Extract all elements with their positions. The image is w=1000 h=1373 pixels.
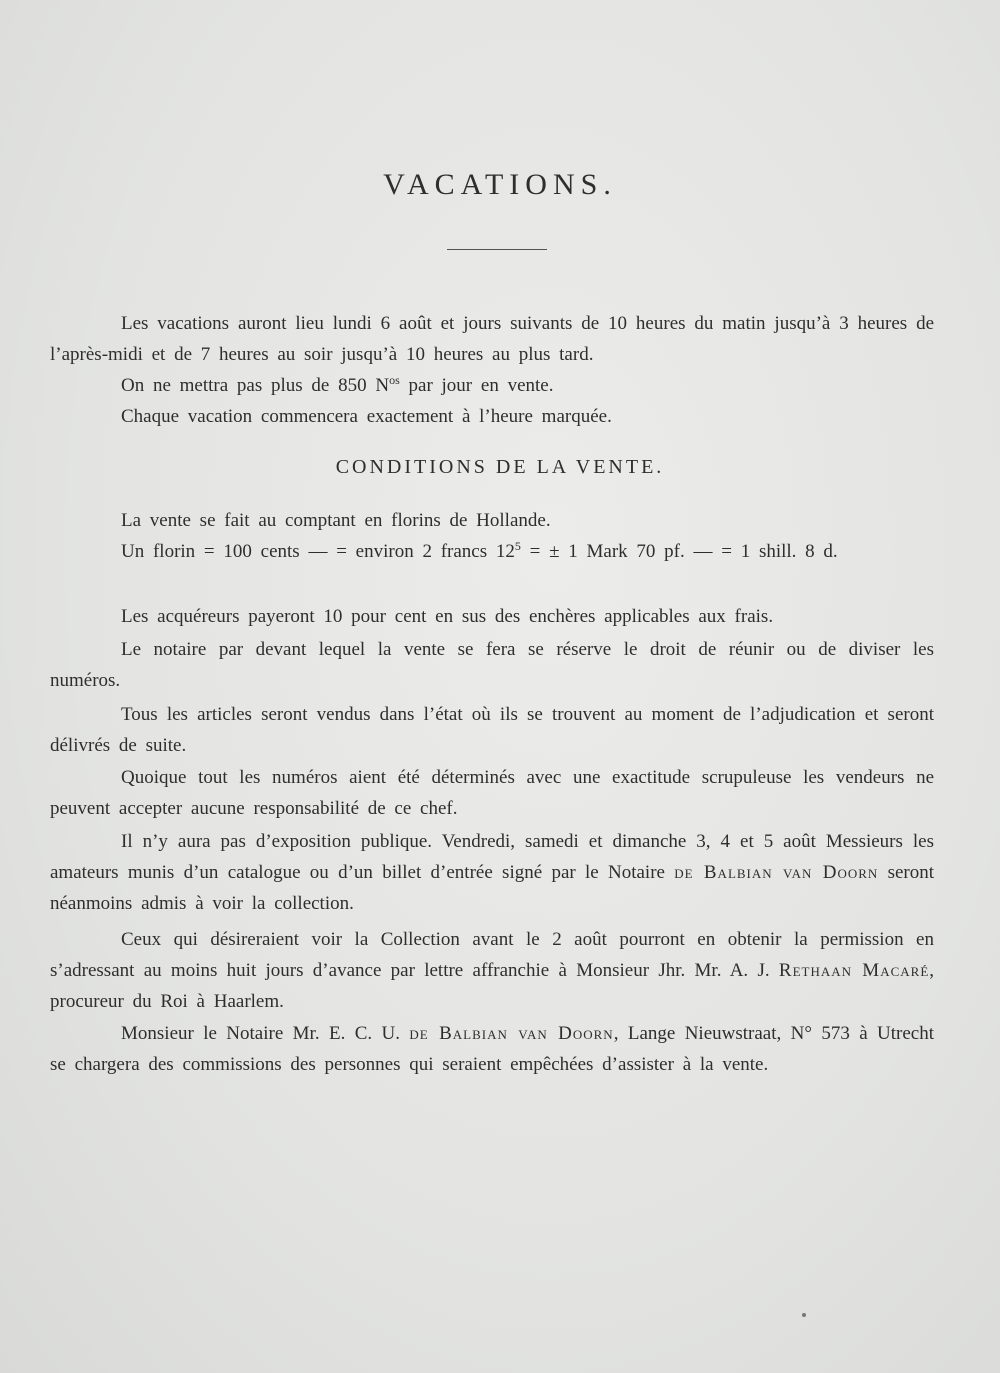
title-divider <box>447 249 547 250</box>
condition-notary-rights <box>50 634 934 696</box>
notary-rights-text: Le notaire par devant lequel la vente se fera se réserve le droit de réunir ou de diviser les numéros. <box>50 639 934 691</box>
condition-currency-text: La vente se fait au comptant en florins de Hollande. <box>121 510 551 531</box>
paragraph-lots-per-day <box>50 370 934 401</box>
condition-buyer-fees <box>50 601 934 632</box>
prosecutor-name: Rethaan Macaré <box>778 960 930 981</box>
paragraph-start-time <box>50 401 934 432</box>
condition-commissions <box>50 1018 934 1080</box>
notary-name: de Balbian van Doorn <box>674 862 879 883</box>
commissions-text-pre: Monsieur le Notaire Mr. E. C. U. <box>121 1023 410 1044</box>
commissions-text-post: , Lange Nieuwstraat, N° 573 à Utrecht se chargera des commissions des personnes qui seraient empêchées d’assister à la vente. <box>50 1023 935 1075</box>
lots-superscript: os <box>389 373 400 387</box>
paragraph-schedule-text: Les vacations auront lieu lundi 6 août et jours suivants de 10 heures du matin jusqu’à 3 heures de l’après-midi et de 7 heures au soir jusqu’à 10 heures au plus tard. <box>50 313 934 365</box>
condition-responsibility <box>50 762 934 824</box>
lots-text-post: par jour en vente. <box>399 375 554 396</box>
condition-exhibition <box>50 826 934 919</box>
conditions-heading: CONDITIONS DE LA VENTE. <box>335 456 665 478</box>
exhibition-text-post: seront néanmoins admis à voir la collection. <box>50 862 935 914</box>
paragraph-schedule <box>50 308 934 370</box>
exchange-superscript: 5 <box>514 539 521 553</box>
page-title: VACATIONS. <box>383 168 617 201</box>
buyer-fees-text: Les acquéreurs payeront 10 pour cent en sus des enchères applicables aux frais. <box>121 606 774 627</box>
start-time-text: Chaque vacation commencera exactement à l’heure marquée. <box>121 406 612 427</box>
exchange-text-post: = ± 1 Mark 70 pf. — = 1 shill. 8 d. <box>520 541 838 562</box>
condition-currency <box>50 505 934 536</box>
lots-text-pre: On ne mettra pas plus de 850 N <box>121 375 390 396</box>
condition-as-is <box>50 699 934 761</box>
viewing-text-post: , procureur du Roi à Haarlem. <box>50 960 935 1012</box>
exchange-text-pre: Un florin = 100 cents — = environ 2 francs 12 <box>121 541 515 562</box>
viewing-text-pre: Ceux qui désireraient voir la Collection avant le 2 août pourront en obtenir la permission en s’adressant au moins huit jours d’avance par lettre affranchie à Monsieur Jhr. Mr. A. J. <box>50 929 934 981</box>
condition-viewing-permission <box>50 924 934 1017</box>
paper-speck <box>802 1313 806 1317</box>
as-is-text: Tous les articles seront vendus dans l’état où ils se trouvent au moment de l’adjudication et seront délivrés de suite. <box>50 704 934 756</box>
responsibility-text: Quoique tout les numéros aient été déterminés avec une exactitude scrupuleuse les vendeurs ne peuvent accepter aucune responsabilité de ce chef. <box>50 767 934 819</box>
condition-exchange-rate <box>50 536 934 567</box>
exhibition-text-pre: Il n’y aura pas d’exposition publique. Vendredi, samedi et dimanche 3, 4 et 5 août Messieurs les amateurs munis d’un catalogue ou d’un billet d’entrée signé par le Notaire <box>50 831 934 883</box>
notary-name-2: de Balbian van Doorn <box>409 1023 614 1044</box>
